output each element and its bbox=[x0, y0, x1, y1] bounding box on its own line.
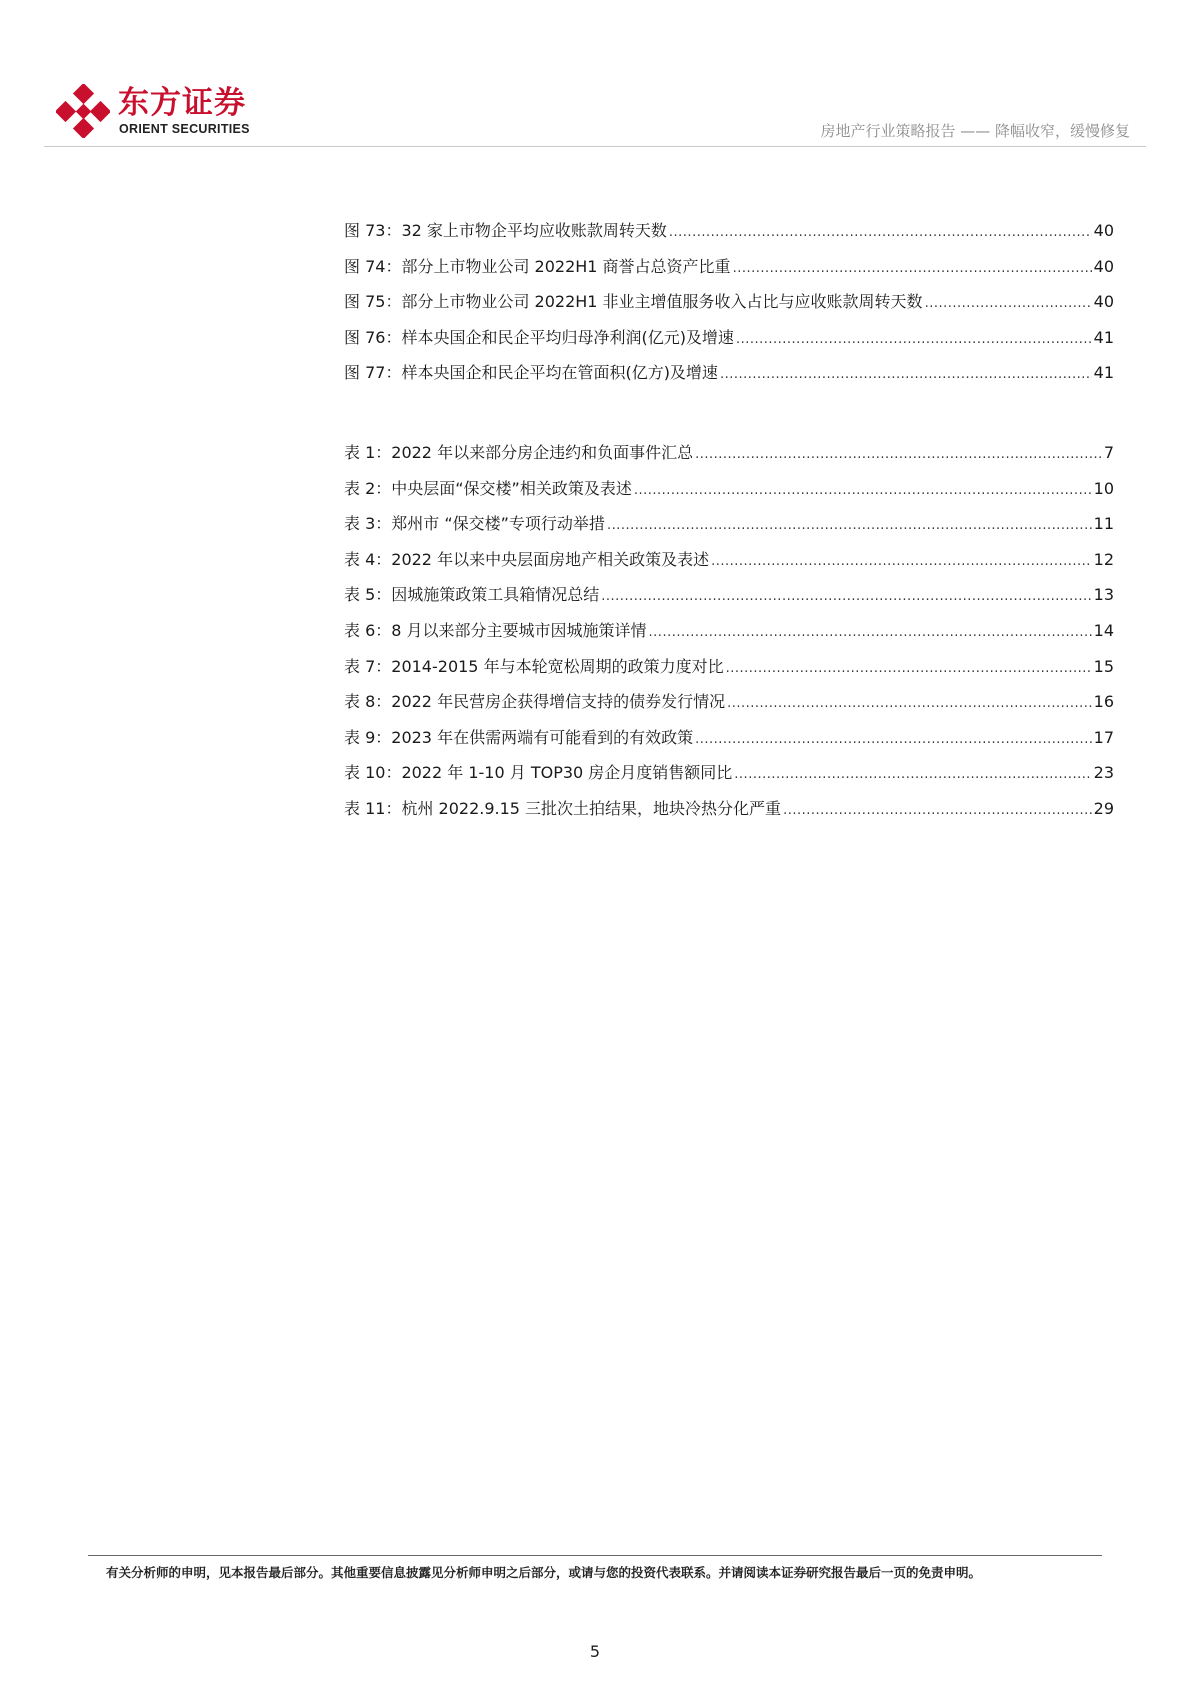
toc-entry-label: 表 5：因城施策政策工具箱情况总结 bbox=[344, 585, 600, 605]
toc-entry-figure-75[interactable] bbox=[344, 289, 1114, 325]
toc-entry-label: 表 3：郑州市 “保交楼”专项行动举措 bbox=[344, 514, 605, 534]
toc-page-number: 40 bbox=[1093, 221, 1114, 240]
toc-entry-label: 表 6：8 月以来部分主要城市因城施策详情 bbox=[344, 620, 647, 640]
toc-entry-label: 图 77：样本央国企和民企平均在管面积(亿方)及增速 bbox=[344, 363, 718, 383]
dot-leader bbox=[634, 483, 1092, 498]
toc-page-number: 40 bbox=[1093, 256, 1114, 276]
dot-leader bbox=[669, 225, 1092, 240]
dot-leader bbox=[695, 447, 1102, 462]
dot-leader bbox=[783, 803, 1092, 818]
toc-entry-figure-76[interactable] bbox=[344, 325, 1114, 361]
dot-leader bbox=[695, 732, 1092, 747]
toc-entry-label: 表 9：2023 年在供需两端有可能看到的有效政策 bbox=[344, 727, 694, 747]
dot-leader bbox=[607, 518, 1092, 533]
toc-page-number: 12 bbox=[1093, 549, 1114, 569]
toc-page-number: 11 bbox=[1093, 514, 1114, 534]
toc-entry-label: 表 4：2022 年以来中央层面房地产相关政策及表述 bbox=[344, 549, 710, 569]
toc-entry-label: 表 1：2022 年以来部分房企违约和负面事件汇总 bbox=[344, 443, 694, 462]
toc-entry-table-10[interactable] bbox=[344, 760, 1114, 796]
toc-page-number: 7 bbox=[1103, 443, 1114, 462]
toc-entry-label: 图 73：32 家上市物企平均应收账款周转天数 bbox=[344, 221, 667, 240]
toc-entry-label: 表 11：杭州 2022.9.15 三批次土拍结果，地块冷热分化严重 bbox=[344, 798, 782, 818]
disclaimer-note: 有关分析师的申明，见本报告最后部分。其他重要信息披露见分析师申明之后部分，或请与您的投资代表联系。并请阅读本证券研究报告最后一页的免责申明。 bbox=[106, 1565, 982, 1580]
toc-entry-label: 图 75：部分上市物业公司 2022H1 非业主增值服务收入占比与应收账款周转天数 bbox=[344, 292, 923, 312]
toc-page-number: 13 bbox=[1093, 585, 1114, 605]
toc-entry-table-4[interactable] bbox=[344, 547, 1114, 583]
logo-english-name: ORIENT SECURITIES bbox=[119, 122, 250, 136]
toc-entry-table-7[interactable] bbox=[344, 654, 1114, 690]
toc-entry-label: 表 10：2022 年 1-10 月 TOP30 房企月度销售额同比 bbox=[344, 763, 733, 783]
orient-logo-icon bbox=[56, 84, 110, 138]
toc-page-number: 41 bbox=[1093, 363, 1114, 383]
toc-entry-label: 表 2：中央层面“保交楼”相关政策及表述 bbox=[344, 478, 632, 498]
toc-page-number: 23 bbox=[1093, 763, 1114, 783]
toc-entry-table-3[interactable] bbox=[344, 511, 1114, 547]
toc-page-number: 17 bbox=[1093, 727, 1114, 747]
toc-entry-figure-73[interactable] bbox=[344, 218, 1114, 254]
dot-leader bbox=[649, 625, 1092, 640]
toc-entry-table-1[interactable] bbox=[344, 440, 1114, 476]
figure-list bbox=[344, 218, 1114, 396]
toc-page-number: 16 bbox=[1093, 692, 1114, 712]
toc-page-number: 41 bbox=[1093, 327, 1114, 347]
footer-divider bbox=[88, 1555, 1102, 1556]
toc-entry-label: 图 76：样本央国企和民企平均归母净利润(亿元)及增速 bbox=[344, 327, 734, 347]
toc-entry-table-2[interactable] bbox=[344, 476, 1114, 512]
toc-page-number: 40 bbox=[1093, 292, 1114, 312]
header-divider bbox=[44, 146, 1146, 147]
report-title: 房地产行业策略报告 —— 降幅收窄，缓慢修复 bbox=[820, 122, 1130, 140]
toc-entry-table-8[interactable] bbox=[344, 689, 1114, 725]
toc-entry-table-6[interactable] bbox=[344, 618, 1114, 654]
toc-entry-figure-77[interactable] bbox=[344, 360, 1114, 396]
page-number: 5 bbox=[589, 1642, 601, 1661]
dot-leader bbox=[736, 332, 1092, 347]
toc-entry-figure-74[interactable] bbox=[344, 254, 1114, 290]
toc-page-number: 14 bbox=[1093, 620, 1114, 640]
toc-page-number: 15 bbox=[1093, 656, 1114, 676]
company-logo bbox=[56, 84, 306, 140]
logo-chinese-name: 东方证券 bbox=[118, 85, 246, 121]
toc-entry-table-11[interactable] bbox=[344, 796, 1114, 832]
dot-leader bbox=[726, 661, 1092, 676]
dot-leader bbox=[734, 767, 1091, 782]
dot-leader bbox=[925, 296, 1092, 311]
toc-page-number: 10 bbox=[1093, 478, 1114, 498]
dot-leader bbox=[727, 696, 1092, 711]
dot-leader bbox=[711, 554, 1092, 569]
dot-leader bbox=[720, 367, 1092, 382]
toc-entry-label: 表 8：2022 年民营房企获得增信支持的债券发行情况 bbox=[344, 692, 726, 712]
dot-leader bbox=[601, 589, 1091, 604]
toc-entry-label: 图 74：部分上市物业公司 2022H1 商誉占总资产比重 bbox=[344, 256, 731, 276]
dot-leader bbox=[733, 261, 1092, 276]
toc-entry-table-5[interactable] bbox=[344, 582, 1114, 618]
toc-page-number: 29 bbox=[1093, 798, 1114, 818]
table-list bbox=[344, 440, 1114, 832]
toc-entry-table-9[interactable] bbox=[344, 725, 1114, 761]
toc-entry-label: 表 7：2014-2015 年与本轮宽松周期的政策力度对比 bbox=[344, 656, 724, 676]
